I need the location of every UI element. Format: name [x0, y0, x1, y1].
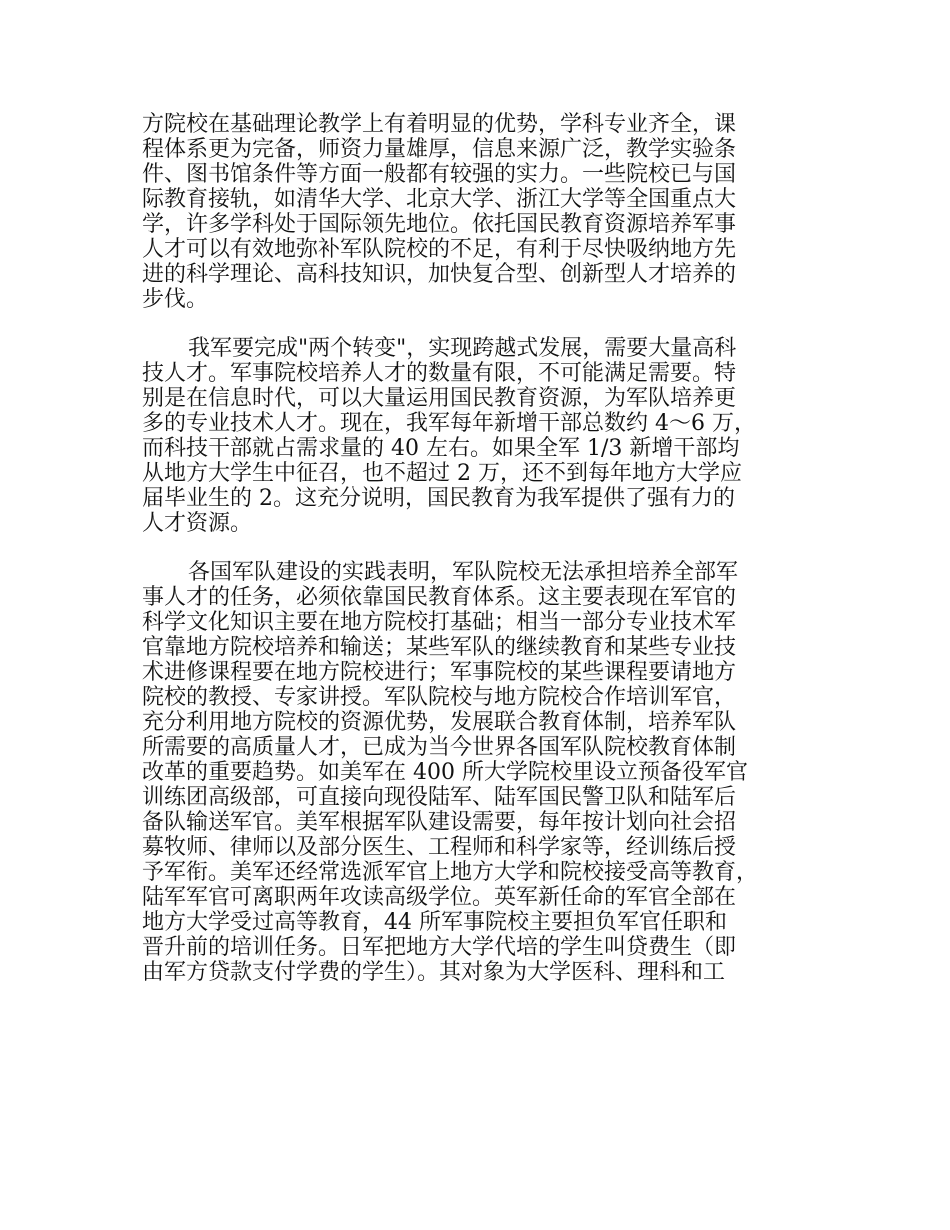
- text-line: 别是在信息时代，可以大量运用国民教育资源，为军队培养更: [142, 386, 737, 411]
- paragraph-3: [142, 560, 832, 985]
- text-line: 进的科学理论、高科技知识，加快复合型、创新型人才培养的: [142, 262, 737, 287]
- text-line: 院校的教授、专家讲授。军队院校与地方院校合作培训军官，: [142, 685, 737, 710]
- text-line: 事人才的任务，必须依靠国民教育体系。这主要表现在军官的: [142, 585, 737, 610]
- text-line: 晋升前的培训任务。日军把地方大学代培的学生叫贷费生（即: [142, 935, 737, 960]
- text-line: 际教育接轨，如清华大学、北京大学、浙江大学等全国重点大: [142, 187, 737, 212]
- text-line: 充分利用地方院校的资源优势，发展联合教育体制，培养军队: [142, 710, 737, 735]
- text-line: 从地方大学生中征召，也不超过 2 万，还不到每年地方大学应: [142, 461, 742, 486]
- paragraph-1: [142, 112, 832, 312]
- text-line: 训练团高级部，可直接向现役陆军、陆军国民警卫队和陆军后: [142, 785, 737, 810]
- text-line: 人才可以有效地弥补军队院校的不足，有利于尽快吸纳地方先: [142, 237, 737, 262]
- text-line: 予军衔。美军还经常选派军官上地方大学和院校接受高等教育，: [142, 860, 759, 885]
- text-line: 步伐。: [142, 287, 209, 312]
- text-line: 募牧师、律师以及部分医生、工程师和科学家等，经训练后授: [142, 835, 737, 860]
- text-line: 我军要完成"两个转变"，实现跨越式发展，需要大量高科: [188, 336, 737, 361]
- text-line: 陆军军官可离职两年攻读高级学位。英军新任命的军官全部在: [142, 885, 737, 910]
- text-line: 件、图书馆条件等方面一般都有较强的实力。一些院校已与国: [142, 162, 737, 187]
- text-line: 人才资源。: [142, 511, 253, 536]
- text-line: 改革的重要趋势。如美军在 400 所大学院校里设立预备役军官: [142, 760, 748, 785]
- text-line: 届毕业生的 2。这充分说明，国民教育为我军提供了强有力的: [142, 486, 735, 511]
- text-line: 各国军队建设的实践表明，军队院校无法承担培养全部军: [188, 560, 739, 585]
- text-line: 多的专业技术人才。现在，我军每年新增干部总数约 4～6 万，: [142, 411, 756, 436]
- text-line: 由军方贷款支付学费的学生）。其对象为大学医科、理科和工: [142, 960, 726, 985]
- text-line: 学，许多学科处于国际领先地位。依托国民教育资源培养军事: [142, 212, 737, 237]
- text-line: 技人才。军事院校培养人才的数量有限，不可能满足需要。特: [142, 361, 737, 386]
- text-line: 科学文化知识主要在地方院校打基础；相当一部分专业技术军: [142, 610, 737, 635]
- text-line: 而科技干部就占需求量的 40 左右。如果全军 1/3 新增干部均: [142, 436, 740, 461]
- text-line: 程体系更为完备，师资力量雄厚，信息来源广泛，教学实验条: [142, 137, 737, 162]
- text-line: 备队输送军官。美军根据军队建设需要，每年按计划向社会招: [142, 810, 737, 835]
- text-line: 地方大学受过高等教育，44 所军事院校主要担负军官任职和: [142, 910, 727, 935]
- paragraph-2: [142, 336, 832, 536]
- text-line: 术进修课程要在地方院校进行；军事院校的某些课程要请地方: [142, 660, 737, 685]
- text-line: 所需要的高质量人才，已成为当今世界各国军队院校教育体制: [142, 735, 737, 760]
- document-page: [142, 112, 832, 1009]
- text-line: 方院校在基础理论教学上有着明显的优势，学科专业齐全，课: [142, 112, 737, 137]
- text-line: 官靠地方院校培养和输送；某些军队的继续教育和某些专业技: [142, 635, 737, 660]
